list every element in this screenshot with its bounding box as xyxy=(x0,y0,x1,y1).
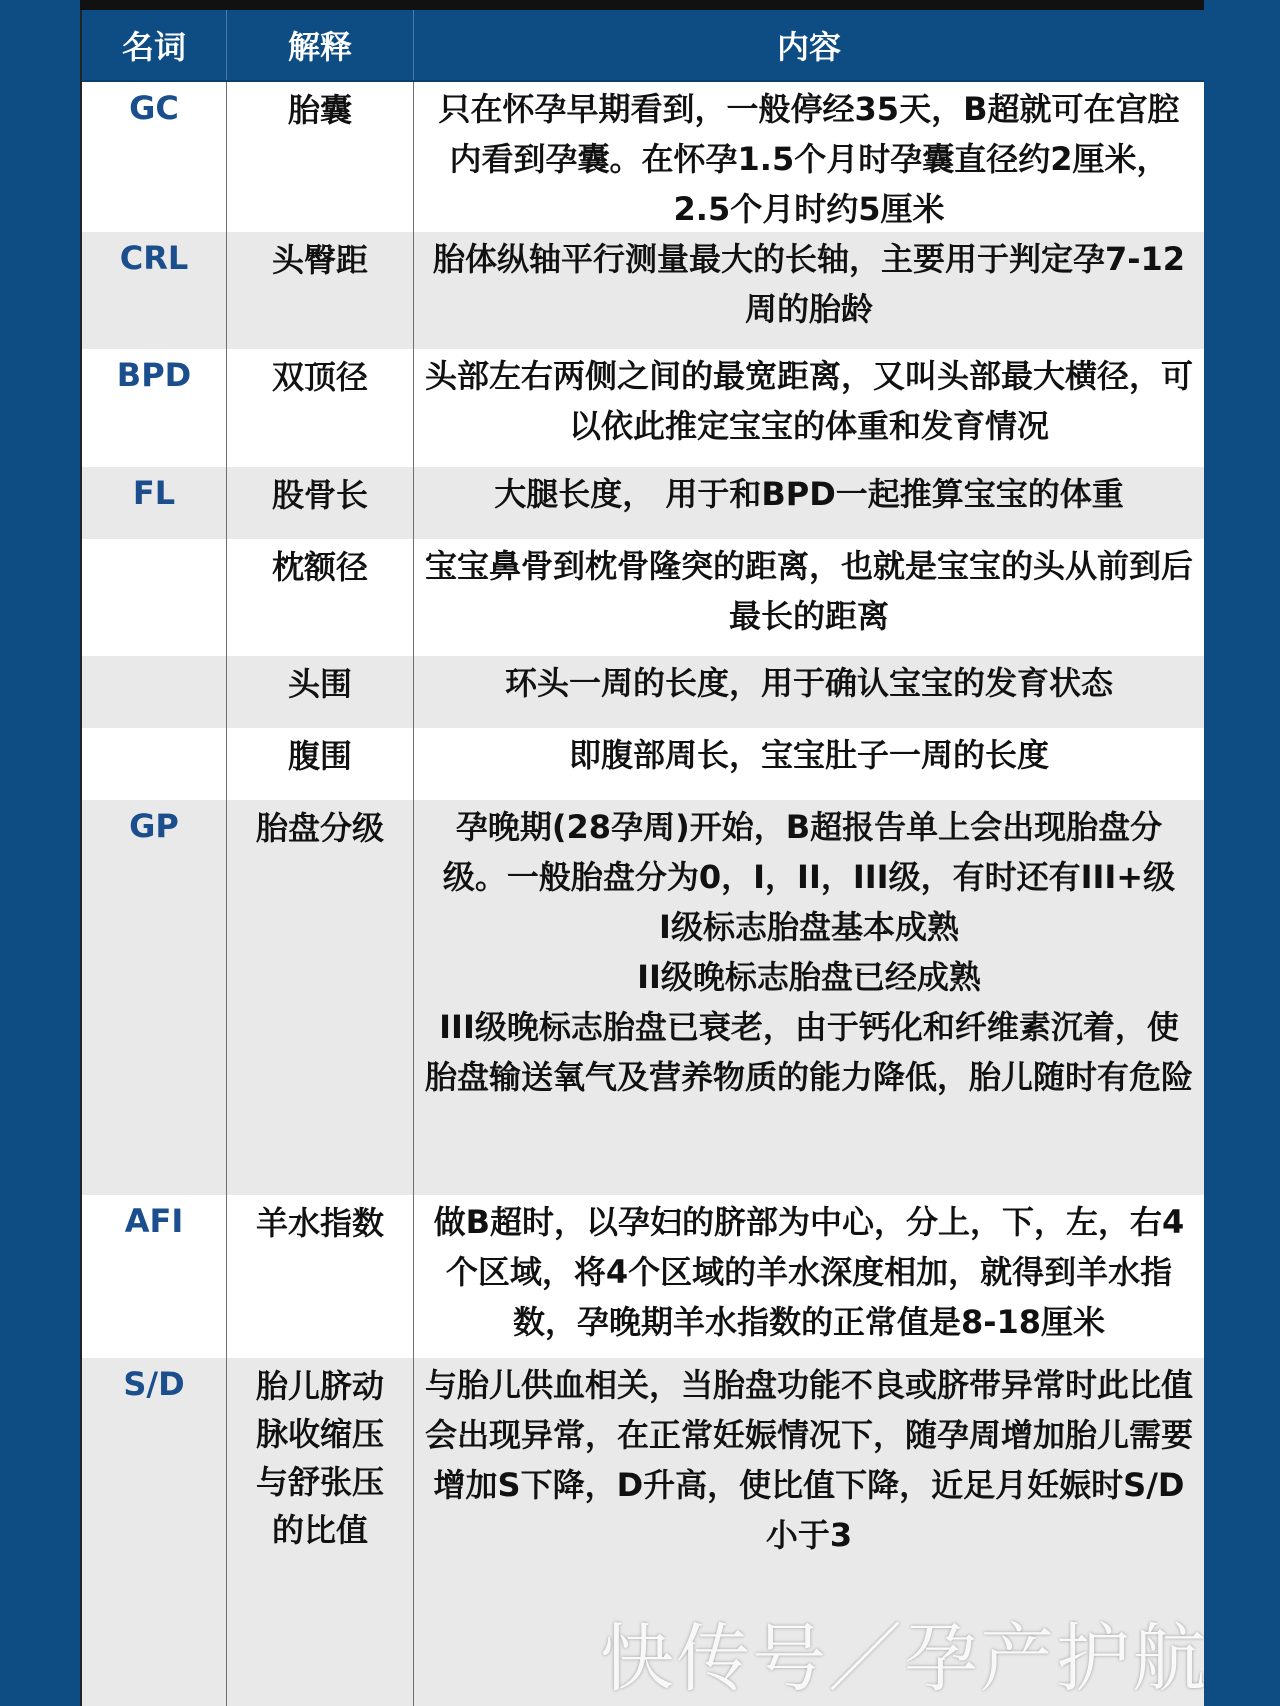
top-border xyxy=(80,0,1204,10)
watermark: 快传号／孕产护航 xyxy=(600,1616,1208,1702)
row-content: 胎体纵轴平行测量最大的长轴，主要用于判定孕7-12周的胎龄 xyxy=(432,240,1186,328)
table-row xyxy=(82,539,1204,657)
row-meaning: 胎囊 xyxy=(227,82,414,232)
row-meaning: 腹围 xyxy=(227,728,414,800)
row-content: 做B超时，以孕妇的脐部为中心，分上，下，左，右4个区域，将4个区域的羊水深度相加，就得到羊水指数，孕晚期羊水指数的正常值是8-18厘米 xyxy=(433,1203,1185,1341)
row-term: FL xyxy=(82,467,227,539)
table-row xyxy=(82,467,1204,540)
row-content: 头部左右两侧之间的最宽距离，又叫头部最大横径，可以依此推定宝宝的体重和发育情况 xyxy=(424,357,1193,445)
row-term: GP xyxy=(82,800,227,1195)
table-row xyxy=(82,728,1204,801)
ultrasound-terms-table xyxy=(80,10,1204,1706)
row-meaning: 头围 xyxy=(227,656,414,728)
row-content: 只在怀孕早期看到，一般停经35天，B超就可在宫腔内看到孕囊。在怀孕1.5个月时孕囊直径约2厘米，2.5个月时约5厘米 xyxy=(438,90,1180,228)
row-content: 孕晚期(28孕周)开始，B超报告单上会出现胎盘分级。一般胎盘分为0，I，II，III级，有时还有III+级 I级标志胎盘基本成熟 II级晚标志胎盘已经成熟 III级晚标志胎盘已衰老，由于钙化和纤维素沉着，使胎盘输送氧气及营养物质的能力降低，胎儿随时有危险 xyxy=(424,808,1193,1096)
header-content: 内容 xyxy=(776,28,841,66)
row-term xyxy=(82,656,227,728)
row-content: 宝宝鼻骨到枕骨隆突的距离，也就是宝宝的头从前到后最长的距离 xyxy=(424,547,1193,635)
row-meaning: 股骨长 xyxy=(227,467,414,539)
row-meaning: 枕额径 xyxy=(227,539,414,656)
row-term: GC xyxy=(82,82,227,232)
table-row xyxy=(82,349,1204,468)
row-meaning: 胎盘分级 xyxy=(227,800,414,1195)
table-row xyxy=(82,82,1204,233)
table-row xyxy=(82,1195,1204,1359)
row-meaning: 羊水指数 xyxy=(227,1195,414,1358)
row-term xyxy=(82,539,227,656)
row-term xyxy=(82,728,227,800)
row-term: CRL xyxy=(82,232,227,349)
row-content: 环头一周的长度，用于确认宝宝的发育状态 xyxy=(504,664,1113,702)
header-meaning: 解释 xyxy=(227,10,414,80)
table-row xyxy=(82,800,1204,1196)
row-meaning: 头臀距 xyxy=(227,232,414,349)
row-content: 即腹部周长，宝宝肚子一周的长度 xyxy=(568,736,1049,774)
row-meaning: 双顶径 xyxy=(227,349,414,467)
table-header xyxy=(82,10,1204,82)
row-meaning: 胎儿脐动脉收缩压与舒张压的比值 xyxy=(227,1358,414,1706)
header-term: 名词 xyxy=(82,10,227,80)
table-row xyxy=(82,232,1204,350)
row-term: S/D xyxy=(82,1358,227,1706)
table-row xyxy=(82,656,1204,729)
row-term: AFI xyxy=(82,1195,227,1358)
row-content: 与胎儿供血相关，当胎盘功能不良或脐带异常时此比值会出现异常，在正常妊娠情况下，随孕周增加胎儿需要增加S下降，D升高，使比值下降，近足月妊娠时S/D小于3 xyxy=(424,1366,1193,1554)
row-term: BPD xyxy=(82,349,227,467)
row-content: 大腿长度， 用于和BPD一起推算宝宝的体重 xyxy=(494,475,1124,513)
